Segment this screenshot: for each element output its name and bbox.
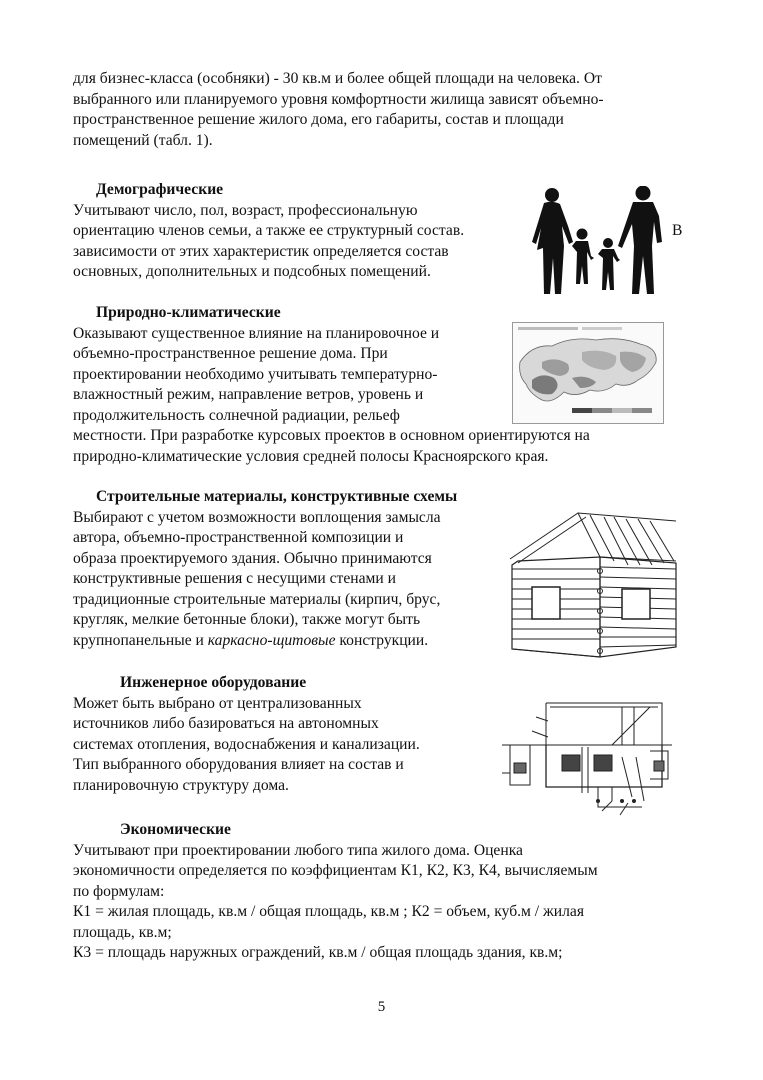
text-fragment: крупнопанельные и (73, 631, 208, 649)
section-heading: Природно-климатические (96, 304, 281, 321)
text-line: К1 = жилая площадь, кв.м / общая площадь, кв.м ; К2 = объем, куб.м / жилая (73, 903, 585, 920)
text-line: экономичности определяется по коэффициентам К1, К2, К3, К4, вычисляемым (73, 862, 598, 879)
text-line: источников либо базироваться на автономных (73, 715, 379, 732)
text-line (73, 631, 457, 652)
text-fragment: конструкции. (335, 631, 429, 649)
italic-term: каркасно-щитовые (207, 631, 336, 649)
text-line: традиционные строительные материалы (кирпич, брус, (73, 590, 441, 608)
section-heading: Строительные материалы, конструктивные схемы (96, 488, 458, 505)
economic-section (73, 820, 598, 964)
text-line: кругляк, мелкие бетонные блоки), также могут быть (73, 611, 421, 628)
text-line: ориентацию членов семьи, а также ее структурный состав. (73, 222, 465, 239)
text-line: Выбирают с учетом возможности воплощения замысла (73, 508, 441, 526)
text-line: выбранного или планируемого уровня комфортности жилища зависят объемно- (73, 90, 604, 108)
climate-map-icon (512, 322, 664, 424)
demographic-section (73, 180, 464, 283)
text-line: автора, объемно-пространственной композиции и (73, 529, 404, 546)
text-line: основных, дополнительных и подсобных помещений. (73, 263, 431, 280)
text-line: Оказывают существенное влияние на планировочное и (73, 324, 440, 342)
intro-paragraph (73, 69, 604, 151)
text-line: системах отопления, водоснабжения и канализации. (73, 735, 420, 753)
text-line: Может быть выбрано от централизованных (73, 694, 362, 712)
text-line: проектировании необходимо учитывать температурно- (73, 365, 438, 383)
materials-section (73, 487, 457, 651)
log-house-icon (508, 509, 678, 661)
page-number: 5 (377, 999, 386, 1015)
text-line: К3 = площадь наружных ограждений, кв.м / общая площадь здания, кв.м; (73, 944, 563, 961)
text-line: планировочную структуру дома. (73, 776, 289, 794)
text-line: природно-климатические условия средней полосы Красноярского края. (73, 447, 549, 465)
text-line: зависимости от этих характеристик определяется состав (73, 242, 449, 260)
text-line: помещений (табл. 1). (73, 131, 213, 149)
section-heading: Инженерное оборудование (120, 674, 307, 691)
text-line: для бизнес-класса (особняки) - 30 кв.м и более общей площади на человека. От (73, 70, 602, 87)
text-line: пространственное решение жилого дома, его габариты, состав и площади (73, 111, 564, 128)
text-line: влажностный режим, направление ветров, уровень и (73, 386, 424, 403)
text-line: по формулам: (73, 882, 165, 900)
text-line: объемно-пространственное решение дома. При (73, 345, 388, 362)
text-line: Тип выбранного оборудования влияет на состав и (73, 756, 404, 773)
section-heading: Демографические (96, 181, 224, 198)
text-line: местности. При разработке курсовых проектов в основном ориентируются на (73, 427, 590, 444)
family-silhouette-icon (524, 186, 669, 296)
text-line: Учитывают при проектировании любого типа жилого дома. Оценка (73, 841, 523, 859)
text-line: продолжительность солнечной радиации, рельеф (73, 406, 400, 424)
text-line: площадь, кв.м; (73, 923, 172, 941)
trailing-letter: В (672, 222, 683, 239)
engineering-section-icon (502, 697, 674, 817)
text-line: Учитывают число, пол, возраст, профессиональную (73, 201, 418, 219)
text-line: образа проектируемого здания. Обычно принимаются (73, 549, 432, 567)
text-line: конструктивные решения с несущими стенами и (73, 570, 397, 587)
engineering-section (73, 673, 420, 796)
section-heading: Экономические (120, 821, 231, 838)
